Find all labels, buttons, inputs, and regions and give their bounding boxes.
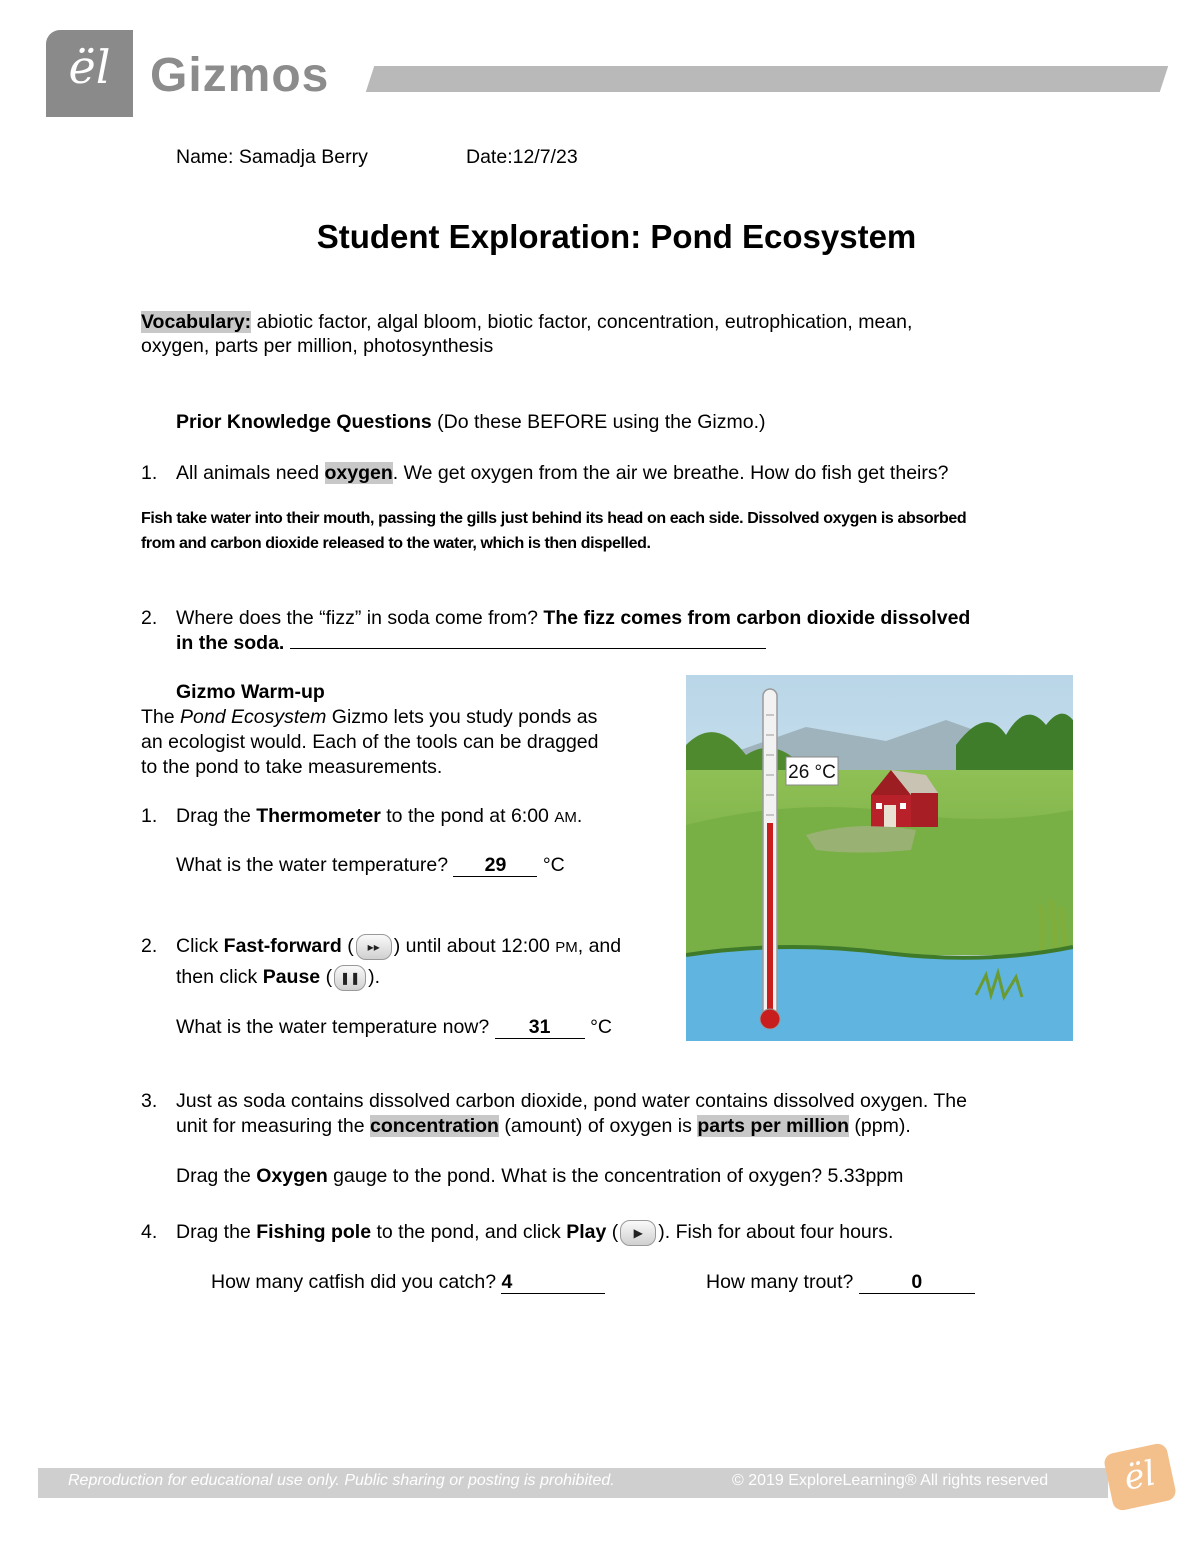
header-bar (366, 66, 1168, 92)
warmup-item-4: Drag the Fishing pole to the pond, and click Play ( ▶ ). Fish for about four hours. (176, 1220, 893, 1246)
answer-1-line-2: from and carbon dioxide released to the water, which is then dispelled. (141, 535, 651, 552)
pond-scene-image (686, 675, 1073, 1041)
warmup-intro-line-1: The Pond Ecosystem Gizmo lets you study ponds as (141, 706, 598, 728)
catfish-answer: 4 (501, 1271, 513, 1293)
answer-2-line-2: in the soda. (176, 631, 766, 656)
warmup-item-2: Click Fast-forward ( ▸▸ ) until about 12:00 PM, and (176, 934, 621, 960)
question-2: Where does the “fizz” in soda come from? The fizz comes from carbon dioxide dissolved (176, 607, 971, 629)
warmup-item-1-question: What is the water temperature? 29 °C (176, 854, 565, 876)
question-number: 4. (141, 1221, 158, 1243)
question-number: 1. (141, 805, 158, 827)
play-icon: ▶ (620, 1220, 656, 1246)
brand-name: Gizmos (150, 49, 330, 102)
date: Date:12/7/23 (466, 146, 578, 168)
temperature-readout: 26 °C (788, 762, 836, 783)
catfish-question: How many catfish did you catch? 4 (211, 1270, 605, 1295)
temperature-answer-2: 31 (528, 1016, 551, 1038)
warmup-heading: Gizmo Warm-up (176, 681, 325, 703)
footer-disclaimer: Reproduction for educational use only. Public sharing or posting is prohibited. (68, 1472, 615, 1489)
answer-2-part-1: The fizz comes from carbon dioxide dissolved (543, 607, 971, 629)
warmup-item-2-question: What is the water temperature now? 31 °C (176, 1016, 612, 1038)
footer-copyright: © 2019 ExploreLearning® All rights reserved (732, 1472, 1049, 1489)
warmup-item-3-line-2: unit for measuring the concentration (amount) of oxygen is parts per million (ppm). (176, 1115, 911, 1137)
warmup-intro-line-3: to the pond to take measurements. (141, 756, 443, 778)
question-number: 2. (141, 935, 158, 957)
warmup-item-2-line-2: then click Pause ( ❚❚ ). (176, 965, 380, 991)
question-1: All animals need oxygen. We get oxygen from the air we breathe. How do fish get theirs? (176, 462, 949, 484)
question-number: 1. (141, 462, 158, 484)
warmup-item-3-question: Drag the Oxygen gauge to the pond. What is the concentration of oxygen? 5.33ppm (176, 1165, 904, 1187)
question-number: 3. (141, 1090, 158, 1112)
vocabulary-line-2: oxygen, parts per million, photosynthesis (141, 335, 494, 357)
temperature-answer-1: 29 (484, 854, 507, 876)
answer-blank (290, 648, 766, 649)
question-number: 2. (141, 607, 158, 629)
thermometer-icon (760, 689, 780, 1029)
explorelearning-logo-icon: ël (1103, 1442, 1178, 1512)
vocabulary-line-1: Vocabulary: abiotic factor, algal bloom, biotic factor, concentration, eutrophication, mean, (141, 311, 913, 333)
prior-knowledge-heading: Prior Knowledge Questions (Do these BEFORE using the Gizmo.) (176, 411, 766, 433)
trout-answer: 0 (911, 1271, 923, 1293)
warmup-item-1: Drag the Thermometer to the pond at 6:00 AM. (176, 805, 583, 827)
warmup-intro-line-2: an ecologist would. Each of the tools can be dragged (141, 731, 599, 753)
page-title: Student Exploration: Pond Ecosystem (316, 218, 917, 255)
trout-question: How many trout? 0 (706, 1270, 975, 1295)
pond-scene-svg (686, 675, 1073, 1041)
warmup-item-3-line-1: Just as soda contains dissolved carbon dioxide, pond water contains dissolved oxygen. The (176, 1090, 967, 1112)
vocabulary-label: Vocabulary: (141, 311, 252, 333)
pause-icon: ❚❚ (334, 965, 366, 991)
pond-water (686, 947, 1073, 1041)
thermometer-mercury (767, 823, 773, 1011)
answer-1-line-1: Fish take water into their mouth, passing the gills just behind its head on each side. Dissolved oxygen is absorbed (141, 510, 967, 527)
gizmos-logo-icon: ël (68, 40, 111, 94)
student-name: Name: Samadja Berry (176, 146, 368, 168)
fast-forward-icon: ▸▸ (356, 934, 392, 960)
